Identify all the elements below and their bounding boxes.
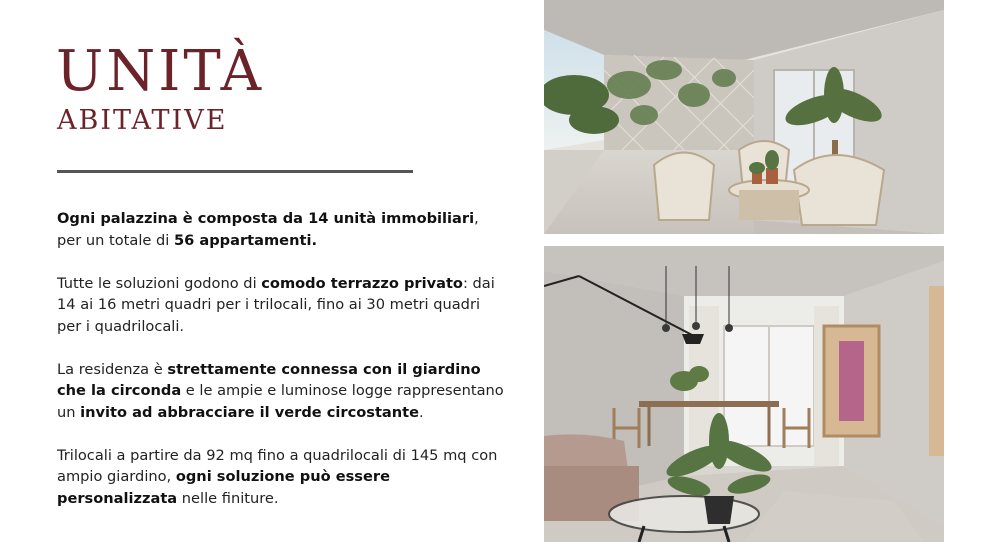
text-run: e le ampie e luminose logge rappresentano un (57, 382, 504, 421)
text-run: La residenza è (57, 360, 168, 378)
living-room-photo (544, 246, 944, 542)
text-run: nelle finiture. (177, 489, 279, 507)
bold-text: comodo terrazzo privato (261, 274, 463, 292)
terrace-photo (544, 0, 944, 234)
text-run: , per un totale di (57, 210, 479, 249)
title-divider (57, 170, 413, 173)
paragraph (57, 445, 507, 510)
bold-text: strettamente connessa con il giardino che la circonda (57, 360, 481, 399)
page-title: UNITÀ (56, 39, 265, 104)
bold-text: ogni soluzione può essere personalizzata (57, 468, 390, 507)
page-subtitle: ABITATIVE (57, 105, 228, 136)
text-run: Trilocali a partire da 92 mq fino a quadrilocali di 145 mq con ampio giardino, (57, 446, 498, 485)
bold-text: Ogni palazzina è composta da 14 unità immobiliari (57, 210, 475, 227)
paragraph (57, 359, 507, 424)
text-run: : dai 14 ai 16 metri quadri per i trilocali, fino ai 30 metri quadri per i quadrilocali. (57, 274, 495, 335)
paragraph (57, 273, 507, 338)
description-text (57, 208, 507, 531)
text-run: Tutte le soluzioni godono di (57, 274, 262, 292)
paragraph (57, 208, 507, 251)
text-run: . (419, 403, 424, 421)
bold-text: 56 appartamenti. (173, 231, 317, 249)
bold-text: invito ad abbracciare il verde circostante (80, 403, 420, 421)
